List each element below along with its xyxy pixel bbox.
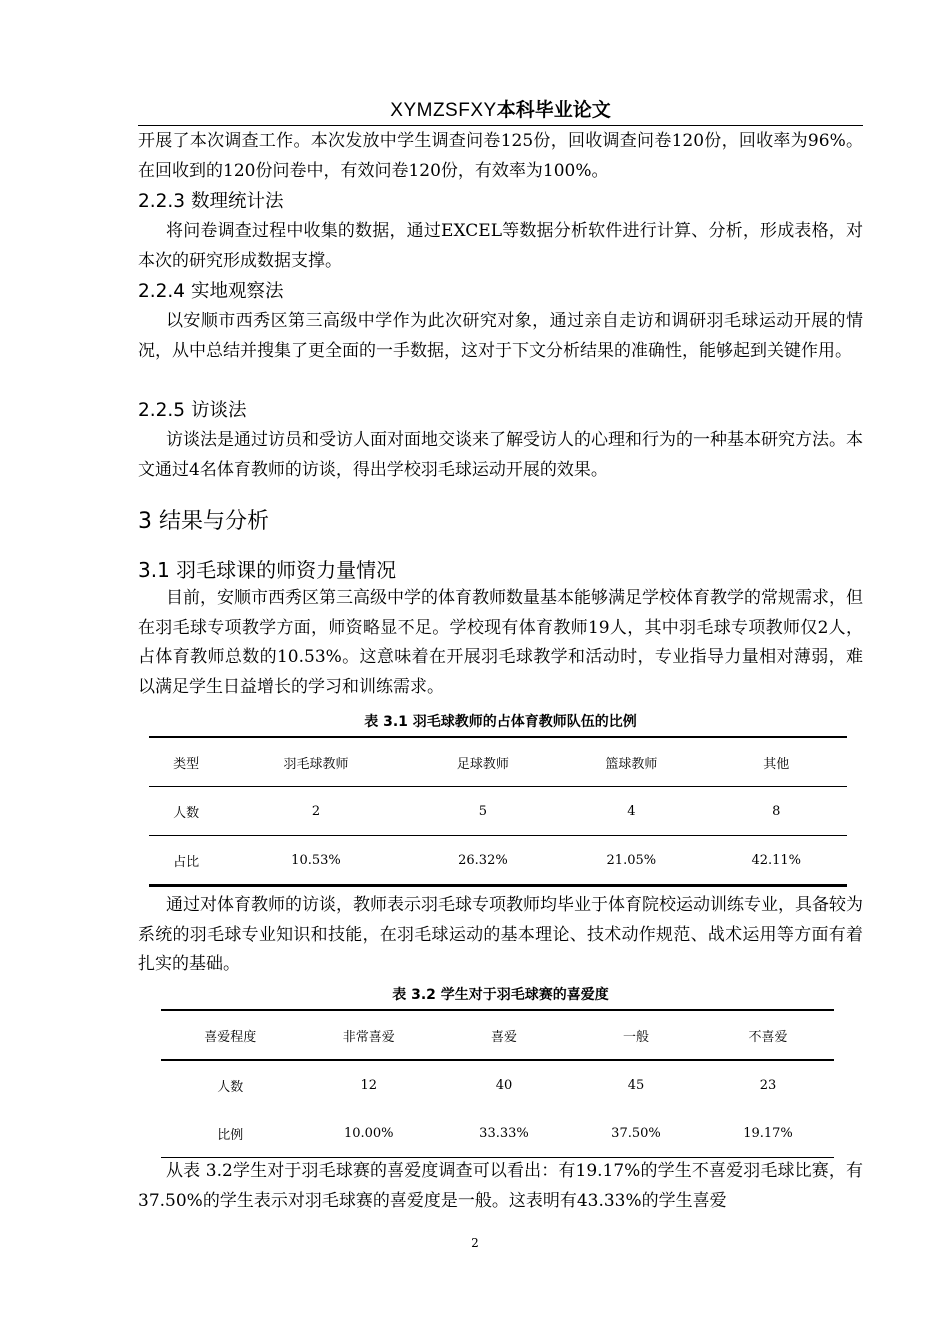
table-1 bbox=[149, 736, 847, 887]
table-cell: 37.50% bbox=[611, 1125, 661, 1141]
survey-paragraph: 开展了本次调查工作。本次发放中学生调查问卷125份，回收调查问卷120份，回收率为96%。在回收到的120份问卷中，有效问卷120份，有效率为100%。 bbox=[138, 131, 863, 181]
table-row bbox=[149, 737, 847, 787]
table-row bbox=[161, 1109, 834, 1158]
heading-2-2-3: 2.2.3 数理统计法 bbox=[138, 191, 284, 212]
table-row bbox=[149, 836, 847, 886]
table-cell: 45 bbox=[627, 1077, 645, 1093]
table-cell: 非常喜爱 bbox=[299, 1010, 437, 1060]
table-cell: 8 bbox=[706, 787, 847, 836]
conclusion-paragraph: 从表 3.2学生对于羽毛球赛的喜爱度调查可以看出：有19.17%的学生不喜爱羽毛球比赛，有37.50%的学生表示对羽毛球赛的喜爱度是一般。这表明有43.33%的学生喜爱 bbox=[138, 1161, 863, 1211]
table-cell: 喜爱程度 bbox=[161, 1010, 299, 1060]
table-row bbox=[161, 1060, 834, 1109]
paragraph-2-2-5: 访谈法是通过访员和受访人面对面地交谈来了解受访人的心理和行为的一种基本研究方法。本文通过4名体育教师的访谈，得出学校羽毛球运动开展的效果。 bbox=[138, 430, 863, 480]
table-cell: 40 bbox=[495, 1077, 513, 1093]
table-cell: 篮球教师 bbox=[557, 737, 705, 787]
table-cell: 33.33% bbox=[479, 1125, 529, 1141]
table-cell: 人数 bbox=[149, 787, 223, 836]
table-cell: 12 bbox=[360, 1077, 377, 1093]
heading-2-2-5: 2.2.5 访谈法 bbox=[138, 400, 247, 421]
paragraph-3-1: 目前，安顺市西秀区第三高级中学的体育教师数量基本能够满足学校体育教学的常规需求，但在羽毛球专项教学方面，师资略显不足。学校现有体育教师19人，其中羽毛球专项教师仅2人，占体育教师总数的10.53%。这意味着在开展羽毛球教学和活动时，专业指导力量相对薄弱，难以满足学生日益增长的学习和训练需求。 bbox=[138, 588, 863, 697]
heading-2-2-4: 2.2.4 实地观察法 bbox=[138, 281, 284, 302]
paragraph-2-2-4: 以安顺市西秀区第三高级中学作为此次研究对象，通过亲自走访和调研羽毛球运动开展的情况，从中总结并搜集了更全面的一手数据，这对于下文分析结果的准确性，能够起到关键作用。 bbox=[138, 311, 863, 361]
table-cell: 23 bbox=[759, 1077, 777, 1093]
page-number: 2 bbox=[471, 1236, 479, 1250]
table-row bbox=[161, 1010, 834, 1060]
table-cell: 人数 bbox=[217, 1079, 244, 1095]
table-1-caption: 表 3.1 羽毛球教师的占体育教师队伍的比例 bbox=[364, 714, 637, 730]
table-cell: 喜爱 bbox=[438, 1010, 570, 1060]
interview-paragraph: 通过对体育教师的访谈，教师表示羽毛球专项教师均毕业于体育院校运动训练专业，具备较为系统的羽毛球专业知识和技能，在羽毛球运动的基本理论、技术动作规范、战术运用等方面有着扎实的基础。 bbox=[138, 895, 863, 974]
table-cell: 5 bbox=[409, 787, 557, 836]
table-cell: 10.00% bbox=[343, 1125, 394, 1141]
header-code: XYMZSFXY bbox=[390, 100, 497, 121]
header-rule bbox=[138, 125, 863, 126]
table-2-caption: 表 3.2 学生对于羽毛球赛的喜爱度 bbox=[392, 987, 609, 1003]
header-title: 本科毕业论文 bbox=[496, 99, 611, 121]
table-cell: 占比 bbox=[173, 854, 200, 870]
table-cell: 10.53% bbox=[291, 852, 341, 868]
table-cell: 不喜爱 bbox=[702, 1010, 834, 1060]
table-cell: 4 bbox=[557, 787, 705, 836]
table-cell: 羽毛球教师 bbox=[223, 737, 409, 787]
table-cell: 一般 bbox=[570, 1010, 702, 1060]
heading-3-1: 3.1 羽毛球课的师资力量情况 bbox=[138, 558, 397, 582]
table-cell: 26.32% bbox=[458, 852, 508, 868]
table-cell: 其他 bbox=[706, 737, 847, 787]
table-2 bbox=[161, 1009, 834, 1158]
heading-3: 3 结果与分析 bbox=[138, 509, 269, 534]
table-cell: 比例 bbox=[217, 1127, 244, 1143]
page-header bbox=[138, 96, 863, 124]
table-cell: 2 bbox=[223, 787, 409, 836]
table-cell: 21.05% bbox=[606, 852, 657, 868]
table-cell: 42.11% bbox=[751, 852, 802, 868]
table-cell: 19.17% bbox=[743, 1125, 793, 1141]
table-row bbox=[149, 787, 847, 836]
table-cell: 足球教师 bbox=[409, 737, 557, 787]
table-cell: 类型 bbox=[149, 737, 223, 787]
paragraph-2-2-3: 将问卷调查过程中收集的数据，通过EXCEL等数据分析软件进行计算、分析，形成表格，对本次的研究形成数据支撑。 bbox=[138, 221, 863, 271]
